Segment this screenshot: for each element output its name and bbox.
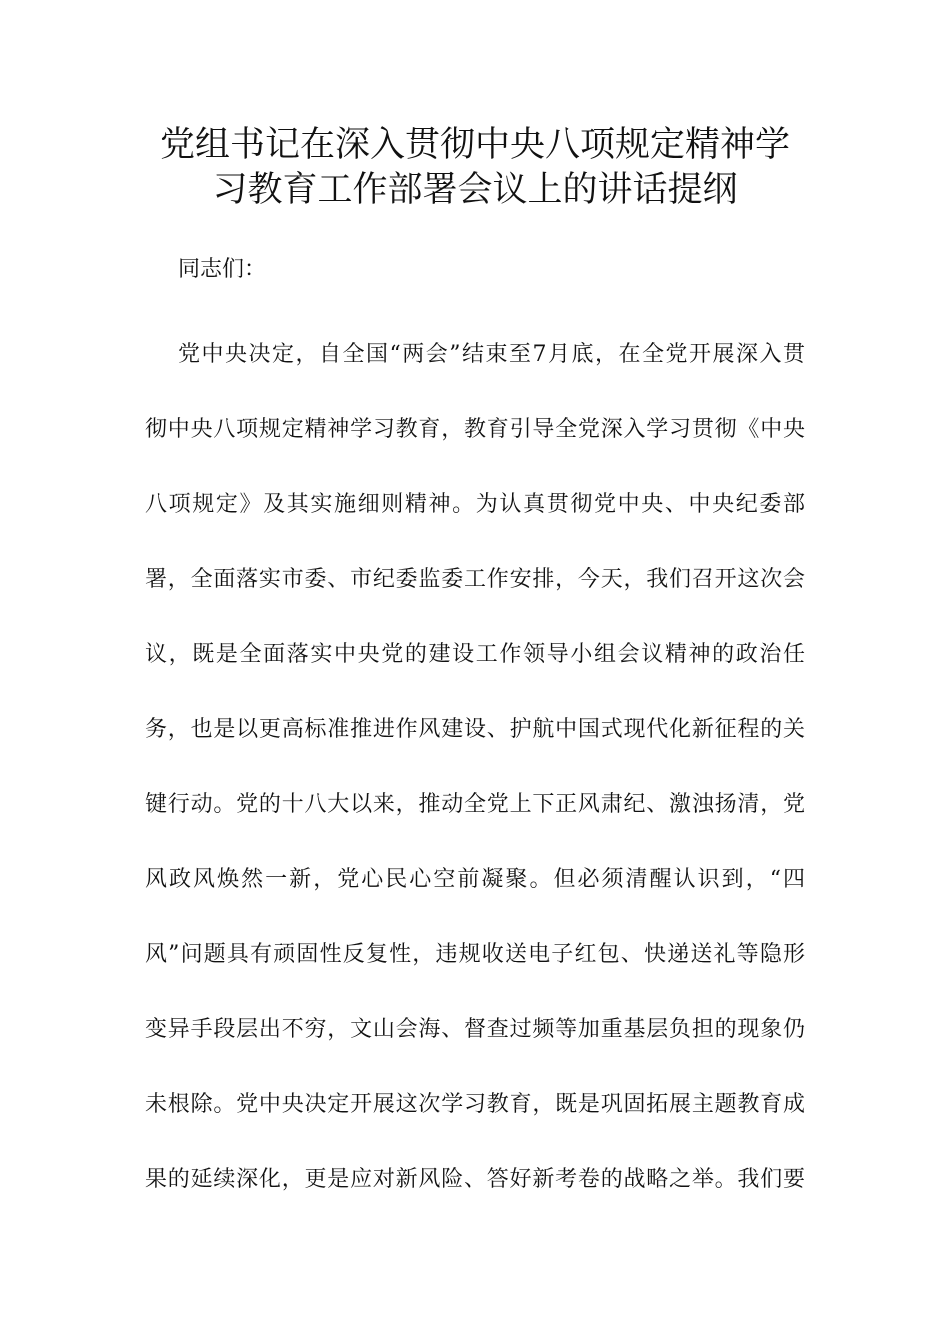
body-line: 务，也是以更高标准推进作风建设、护航中国式现代化新征程的关 [145, 717, 805, 742]
body-line: 风”问题具有顽固性反复性，违规收送电子红包、快递送礼等隐形 [145, 942, 805, 967]
body-line: 八项规定》及其实施细则精神。为认真贯彻党中央、中央纪委部 [145, 492, 805, 517]
body-line: 议，既是全面落实中央党的建设工作领导小组会议精神的政治任 [145, 642, 805, 667]
body-line: 风政风焕然一新，党心民心空前凝聚。但必须清醒认识到，“四 [145, 867, 805, 892]
body-line: 党中央决定，自全国“两会”结束至7月底，在全党开展深入贯 [178, 342, 805, 367]
body-line: 未根除。党中央决定开展这次学习教育，既是巩固拓展主题教育成 [145, 1092, 805, 1117]
body-line: 变异手段层出不穷，文山会海、督查过频等加重基层负担的现象仍 [145, 1017, 805, 1042]
body-line: 果的延续深化，更是应对新风险、答好新考卷的战略之举。我们要 [145, 1167, 805, 1192]
body-line: 署，全面落实市委、市纪委监委工作安排，今天，我们召开这次会 [145, 567, 805, 592]
document-title-line-1: 党组书记在深入贯彻中央八项规定精神学 [159, 125, 790, 165]
body-line: 彻中央八项规定精神学习教育，教育引导全党深入学习贯彻《中央 [145, 417, 805, 442]
body-line: 键行动。党的十八大以来，推动全党上下正风肃纪、激浊扬清，党 [145, 792, 805, 817]
salutation: 同志们： [178, 257, 267, 282]
document-title-line-2: 习教育工作部署会议上的讲话提纲 [212, 170, 738, 210]
